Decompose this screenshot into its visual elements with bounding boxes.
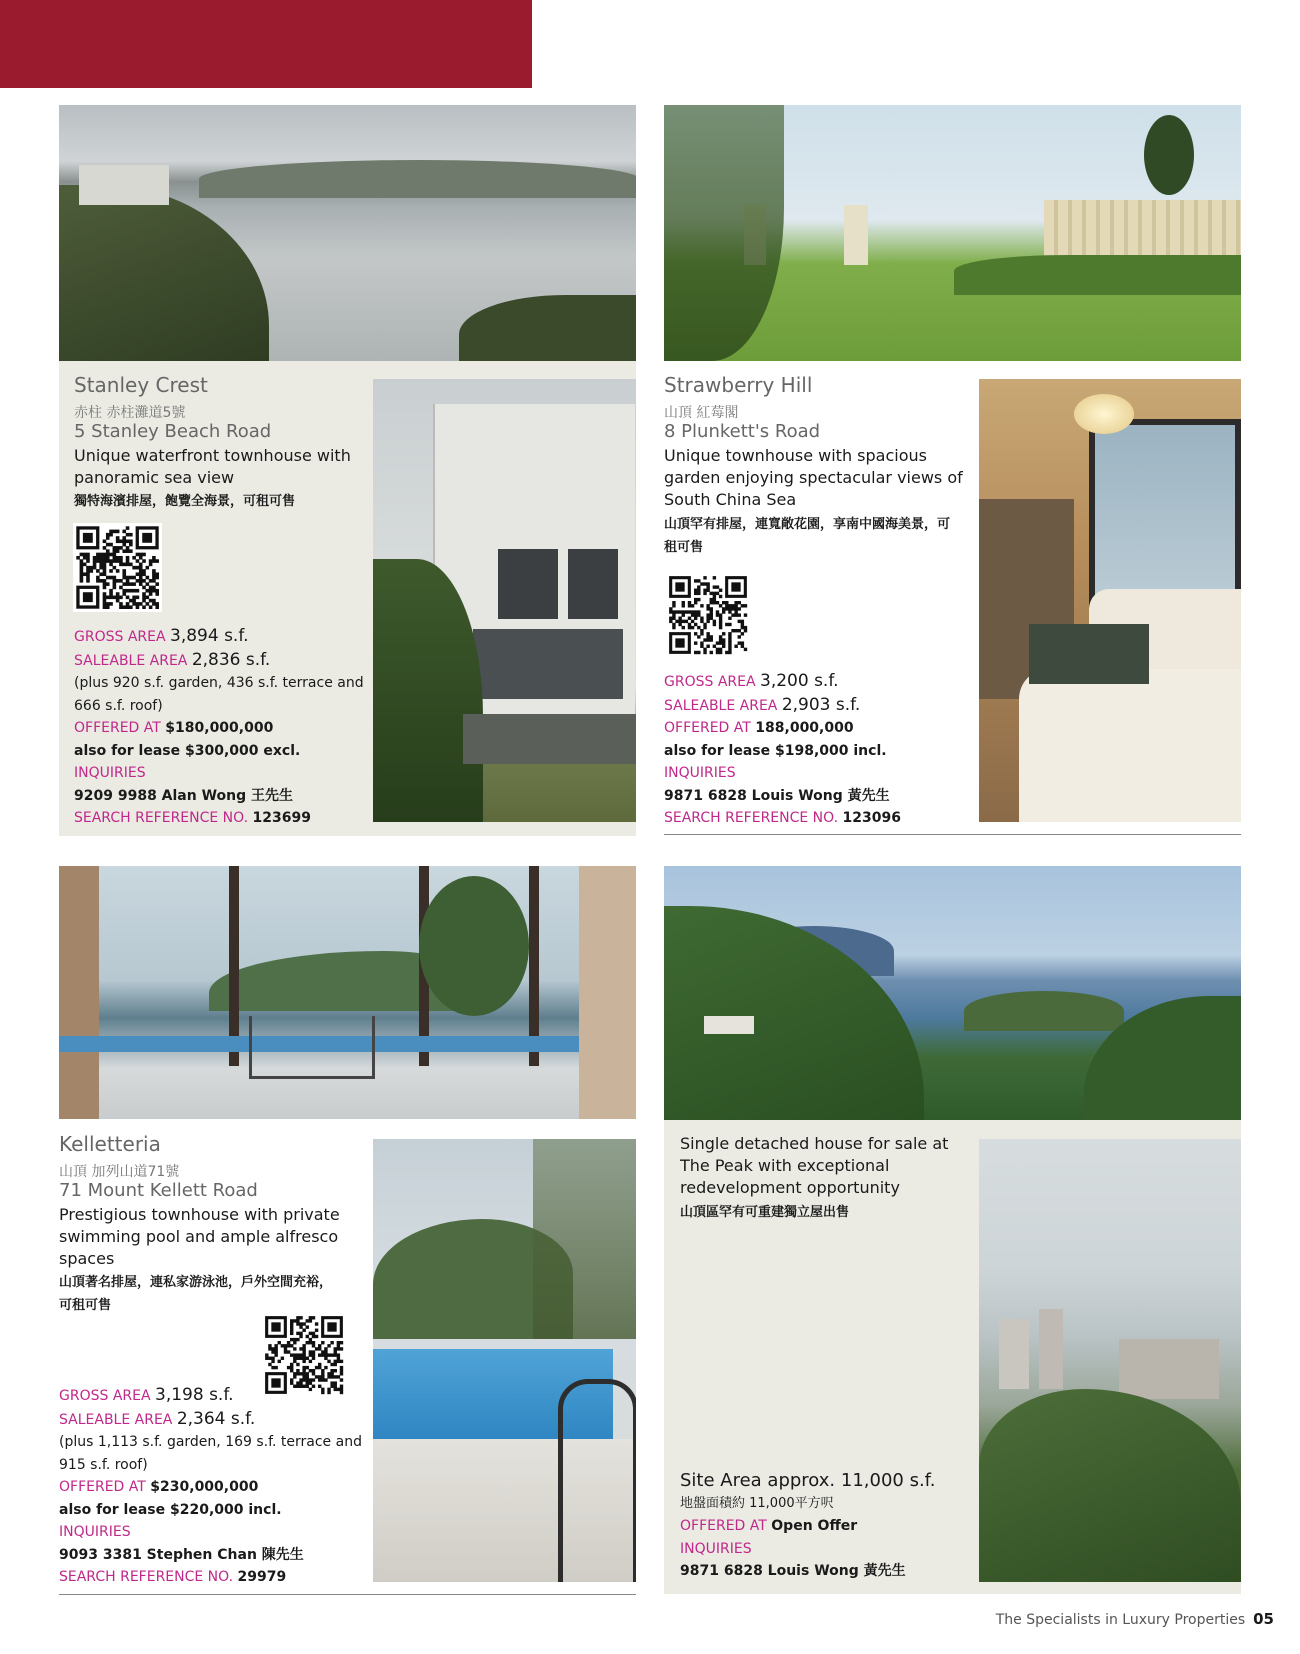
saleable-area: SALEABLE AREA 2,836 s.f. — [74, 649, 271, 670]
listing-title: Strawberry Hill — [664, 373, 813, 397]
stanley-crest-bay-photo — [59, 105, 636, 361]
listing-description: Single detached house for sale at The Peak with exceptional redevelopment opportunity — [680, 1134, 949, 1197]
listing-description: Prestigious townhouse with private swimming pool and ample alfresco spaces — [59, 1205, 340, 1268]
search-reference: SEARCH REFERENCE NO. 123699 — [74, 810, 311, 826]
lease-price: also for lease $220,000 incl. — [59, 1501, 282, 1518]
header-title: SALE Southside & The Peak — [893, 34, 1274, 63]
lease-price: also for lease $198,000 incl. — [664, 742, 887, 759]
peak-city-view-photo — [979, 1139, 1241, 1582]
offered-at: OFFERED AT Open Offer — [680, 1518, 858, 1534]
footer-tagline: The Specialists in Luxury Properties — [995, 1612, 1246, 1628]
listing-title: Kelletteria — [59, 1132, 161, 1156]
listing-description: Unique townhouse with spacious garden enjoying spectacular views of South China Sea — [664, 446, 963, 509]
kelletteria-pool-view-photo — [59, 866, 636, 1119]
divider — [664, 834, 1241, 835]
gross-area: GROSS AREA 3,198 s.f. — [59, 1385, 234, 1405]
qr-code-icon[interactable] — [73, 523, 162, 612]
lease-price: also for lease $300,000 excl. — [74, 742, 301, 759]
contact: 9093 3381 Stephen Chan 陳先生 — [59, 1546, 304, 1563]
divider — [59, 1594, 636, 1595]
page-number: 05 — [1253, 1610, 1274, 1628]
peak-panorama-photo — [664, 866, 1241, 1120]
kelletteria-pool-photo — [373, 1139, 636, 1582]
saleable-area: SALEABLE AREA 2,903 s.f. — [664, 694, 861, 715]
section-header-tab — [0, 0, 1274, 88]
listing-address-cn: 山頂 加列山道71號 — [59, 1164, 180, 1180]
listing-description-cn: 山頂區罕有可重建獨立屋出售 — [680, 1205, 850, 1220]
listing-address: 8 Plunkett's Road — [664, 421, 821, 442]
strawberry-hill-garden-photo — [664, 105, 1241, 361]
listing-address-cn: 赤柱 赤柱灘道5號 — [74, 405, 186, 421]
stanley-crest-house-photo — [373, 379, 636, 822]
gross-area: GROSS AREA 3,200 s.f. — [664, 671, 839, 691]
listing-description-cn: 獨特海濱排屋，飽覽全海景，可租可售 — [74, 494, 296, 509]
area-extra: (plus 920 s.f. garden, 436 s.f. terrace and 666 s.f. roof) — [74, 675, 364, 714]
strawberry-hill-living-room-photo — [979, 379, 1241, 822]
inquiries-label: INQUIRIES — [74, 765, 146, 781]
page-footer — [996, 1610, 1274, 1628]
listing-address: 71 Mount Kellett Road — [59, 1180, 258, 1201]
site-area-cn: 地盤面積約 11,000平方呎 — [680, 1495, 834, 1511]
inquiries-label: INQUIRIES — [680, 1540, 752, 1557]
offered-at: OFFERED AT 188,000,000 — [664, 720, 854, 736]
search-reference: SEARCH REFERENCE NO. 29979 — [59, 1569, 287, 1585]
listing-description: Unique waterfront townhouse with panoramic sea view — [74, 446, 351, 487]
listing-description-cn: 山頂罕有排屋，連寬敞花園，享南中國海美景，可租可售 — [664, 517, 951, 555]
search-reference: SEARCH REFERENCE NO. 123096 — [664, 810, 901, 826]
listing-address: 5 Stanley Beach Road — [74, 421, 272, 442]
listing-title: Stanley Crest — [74, 373, 208, 397]
contact: 9871 6828 Louis Wong 黃先生 — [680, 1563, 906, 1579]
inquiries-label: INQUIRIES — [59, 1524, 131, 1540]
listing-description-cn: 山頂著名排屋，連私家游泳池，戶外空間充裕，可租可售 — [59, 1275, 333, 1313]
offered-at: OFFERED AT $230,000,000 — [59, 1479, 259, 1495]
area-extra: (plus 1,113 s.f. garden, 169 s.f. terrace and 915 s.f. roof) — [59, 1434, 362, 1473]
header-title-cn: 出售 南區及山頂 — [1164, 65, 1274, 83]
saleable-area: SALEABLE AREA 2,364 s.f. — [59, 1408, 256, 1429]
site-area: Site Area approx. 11,000 s.f. — [680, 1470, 936, 1491]
contact: 9871 6828 Louis Wong 黃先生 — [664, 787, 890, 804]
qr-code-icon[interactable] — [666, 573, 750, 657]
inquiries-label: INQUIRIES — [664, 765, 736, 781]
gross-area: GROSS AREA 3,894 s.f. — [74, 626, 249, 646]
listing-address-cn: 山頂 紅莓閣 — [664, 405, 739, 421]
offered-at: OFFERED AT $180,000,000 — [74, 720, 274, 736]
contact: 9209 9988 Alan Wong 王先生 — [74, 787, 294, 804]
